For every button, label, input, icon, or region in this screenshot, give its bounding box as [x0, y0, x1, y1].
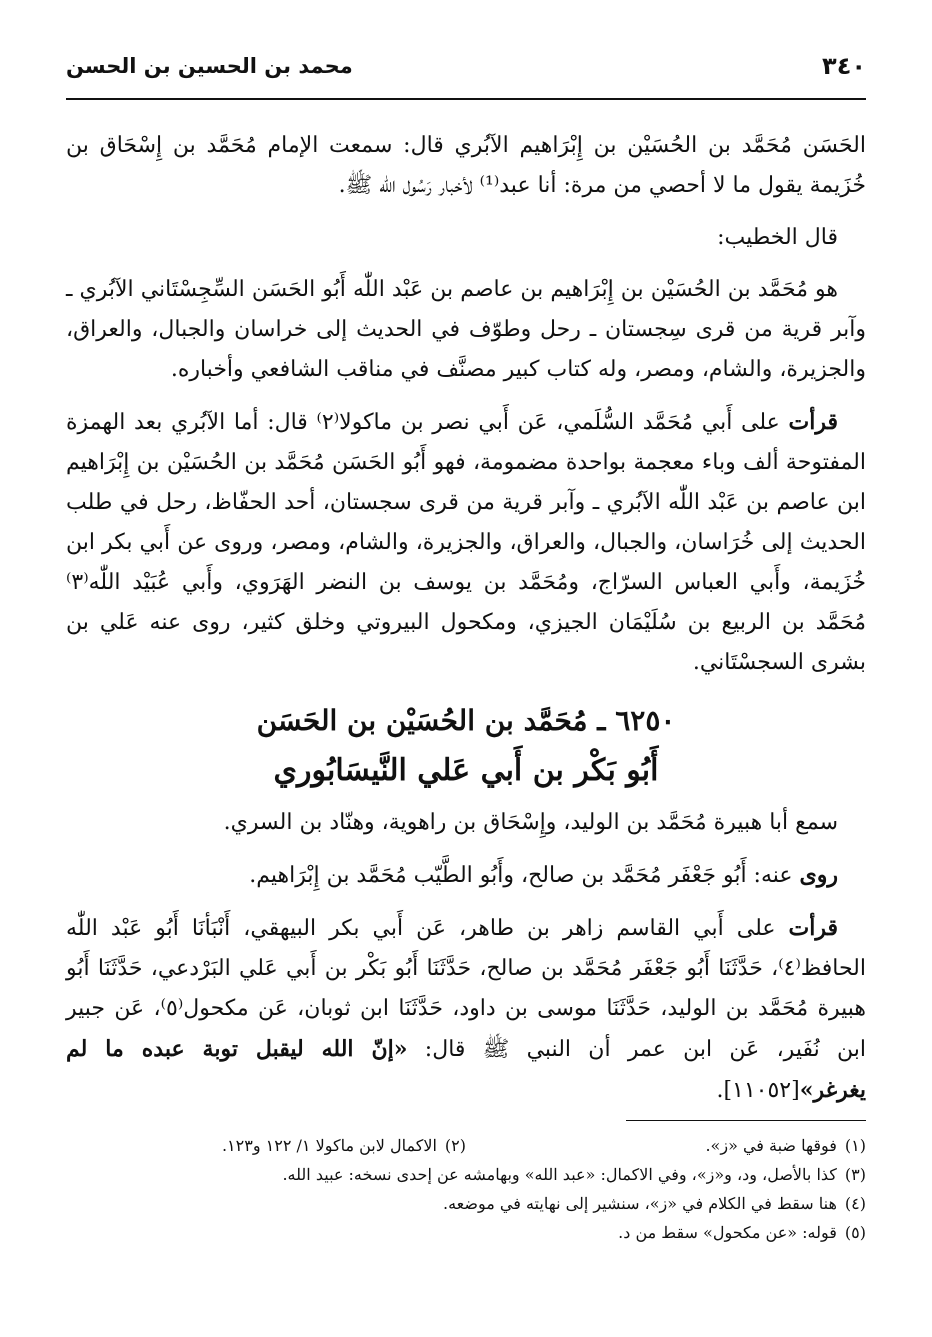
paragraph-text: على أَبي مُحَمَّد السُّلَمي، عَن أَبي نصر بن ماكولا⁽٢⁾ قال: أما الآبُري بعد الهمزة المفتوحة ألف وباء معجمة بواحدة مضمومة، فهو أَبُو الحَسَن مُحَمَّد بن الحُسَيْن بن إِبْرَاهيم ابن عاصم بن عَبْد اللّٰه الآبُري ـ وآبر قرية من قرى سجستان، أحد الحفّاظ، رحل في طلب الحديث إلى خُرَاسان، والجبال، والعراق، والجزيرة، والشام، ومصر، وروى عن أَبي بكر ابن خُزَيمة، وأَبي العباس السرّاج، ومُحَمَّد بن يوسف بن النضر الهَرَوي، وأَبي عُبَيْد اللّٰه⁽٣⁾ مُحَمَّد بن الربيع بن سُلَيْمَان الجيزي، ومكحول البيروتي وخلق كثير، روى عنه عَلي بن بشرى السجسْتَاني. [66, 410, 866, 675]
paragraph: قال الخطيب: [717, 225, 838, 250]
footnote-number: (١) [844, 1136, 866, 1155]
footnote [66, 1218, 866, 1247]
footnote-text: فوقها ضبة في «ز». [705, 1136, 837, 1155]
footnote-text: الاكمال لابن ماكولا ١/ ١٢٢ و١٢٣. [221, 1136, 437, 1155]
paragraph-lead: قرأت [788, 915, 838, 941]
footnote-text: هنا سقط في الكلام في «ز»، سنشير إلى نهايته في موضعه. [443, 1194, 837, 1213]
main-text [66, 126, 866, 1123]
footnote-text: قوله: «عن مكحول» سقط من د. [618, 1223, 837, 1242]
paragraph-lead: روى [799, 862, 838, 888]
footnote-number: (٥) [844, 1223, 866, 1242]
footnote-text: كذا بالأصل، ود، و«ز»، وفي الاكمال: «عبد الله» وبهامشه عن إحدى نسخه: عبيد الله. [282, 1165, 837, 1184]
footnote-number: (٢) [444, 1136, 466, 1155]
hadith-quote: «إنّ الله ليقبل توبة عبده ما لم يغرغر» [66, 1036, 866, 1103]
footnotes [66, 1120, 866, 1247]
footnote [66, 1189, 866, 1218]
paragraph: سمع أبا هبيرة مُحَمَّد بن الوليد، وإِسْحَاق بن راهوية، وهنّاد بن السري. [223, 810, 838, 835]
footnote [66, 1131, 466, 1160]
footnote-number: (٤) [844, 1194, 866, 1213]
footnote-divider [626, 1120, 866, 1121]
entry-subtitle: أَبُو بَكْر بن أَبي عَلي النَّيسَابُوري [273, 753, 659, 788]
running-head: محمد بن الحسين بن الحسن [66, 54, 353, 78]
footnote-number: (٣) [844, 1165, 866, 1184]
paragraph-lead: قرأت [788, 409, 838, 435]
footnote [66, 1160, 866, 1189]
page-header [66, 52, 866, 100]
hadith-number: [١١٠٥٢]. [716, 1078, 800, 1103]
paragraph [66, 402, 866, 683]
footnote-row [66, 1131, 866, 1160]
paragraph-text: على أَبي القاسم زاهر بن طاهر، عَن أَبي بكر البيهقي، أَنْبَأنَا أَبُو عَبْد اللّٰه الحافظ⁽٤⁾، حَدَّثَنَا أَبُو جَعْفَر مُحَمَّد بن صالح، حَدَّثَنَا أَبُو بَكْر بن أَبي عَلي البَرْدعي، حَدَّثَنَا أَبُو هبيرة مُحَمَّد بن الوليد، حَدَّثَنَا موسى بن داود، حَدَّثَنَا ابن ثوبان، عَن مكحول⁽٥⁾، عَن جبير ابن نُفَير، عَن ابن عمر أن النبي ﷺ قال: [66, 916, 866, 1062]
paragraph [66, 908, 866, 1111]
paragraph-text: عنه: أَبُو جَعْفَر مُحَمَّد بن صالح، وأَبُو الطَّيّب مُحَمَّد بن إِبْرَاهيم. [249, 863, 800, 888]
paragraph: الحَسَن مُحَمَّد بن الحُسَيْن بن إِبْرَاهيم الآبُري قال: سمعت الإمام مُحَمَّد بن إِسْحَاق بن خُزَيمة يقول ما لا أحصي من مرة: أنا عبد⁽¹⁾ لأخبار رَسُول الله ﷺ. [66, 133, 867, 198]
entry-title: ٦٢٥٠ ـ مُحَمَّد بن الحُسَيْن بن الحَسَن [256, 704, 676, 737]
paragraph [66, 855, 866, 896]
page-number: ٣٤٠ [822, 52, 866, 80]
footnote [466, 1131, 866, 1160]
paragraph: هو مُحَمَّد بن الحُسَيْن بن إِبْرَاهيم بن عاصم بن عَبْد اللّٰه أَبُو الحَسَن السِّجِسْتَاني الآبُري ـ وآبر قرية من قرى سِجستان ـ رحل وطوّف في الحديث إلى خراسان والجبال، والعراق، والجزيرة، والشام، ومصر، وله كتاب كبير مصنَّف في مناقب الشافعي وأخباره. [66, 277, 866, 382]
